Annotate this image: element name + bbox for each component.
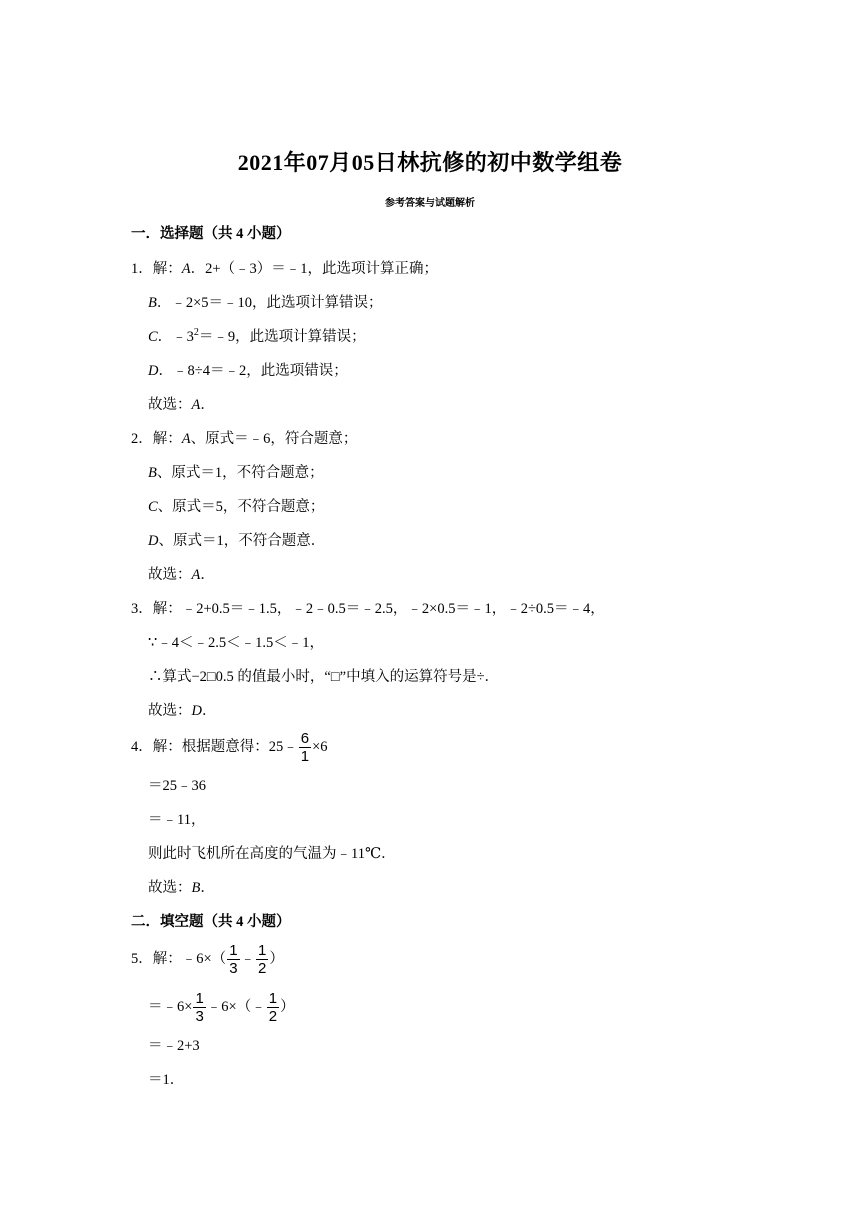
q5-line-2: ＝﹣6× $\frac{1}{3}$ ﹣6×（﹣ $\frac{1}{2}$ ） — [148, 990, 295, 1025]
q4-line-1: 4．解：根据题意得：25﹣ $\frac{6}{1}$ ×6 — [131, 730, 328, 765]
q2-line-b: B、原式＝1，不符合题意； — [148, 465, 324, 481]
q5-line-4: ＝1． — [148, 1072, 185, 1088]
q5-line-1: 5．解：﹣6×（ $\frac{1}{3}$ ﹣ $\frac{1}{2}$ ） — [131, 942, 284, 977]
q4-line-2: ＝25﹣36 — [148, 778, 206, 794]
q4-line-4: 则此时飞机所在高度的气温为﹣11℃． — [148, 846, 396, 862]
fraction: $\frac{1}{2}$ — [268, 990, 278, 1025]
document-title: 2021年07月05日林抗修的初中数学组卷 — [237, 150, 623, 175]
fraction: $\frac{1}{3}$ — [195, 990, 204, 1025]
q1-line-b: B．﹣2×5＝﹣10，此选项计算错误； — [148, 295, 383, 311]
document-subtitle: 参考答案与试题解析 — [385, 198, 475, 209]
q3-line-1: 3．解：﹣2+0.5＝﹣1.5，﹣2﹣0.5＝﹣2.5，﹣2×0.5＝﹣1，﹣2÷0.5＝﹣4， — [131, 601, 605, 617]
q3-line-3: ∴算式−2□0.5 的值最小时，“□”中填入的运算符号是÷． — [148, 669, 500, 685]
q2-answer: 故选：A． — [148, 567, 215, 583]
q1-answer: 故选：A． — [148, 397, 215, 413]
q2-line-c: C、原式＝5，不符合题意； — [148, 499, 325, 515]
fraction: $\frac{1}{3}$ — [229, 942, 238, 977]
fraction: $\frac{1}{2}$ — [258, 942, 267, 977]
q2-line-d: D、原式＝1，不符合题意． — [148, 533, 326, 549]
q5-line-3: ＝﹣2+3 — [148, 1038, 200, 1054]
q3-line-2: ∵﹣4＜﹣2.5＜﹣1.5＜﹣1， — [148, 635, 324, 651]
q3-answer: 故选：D． — [148, 703, 217, 719]
q4-line-3: ＝﹣11， — [148, 812, 206, 828]
section-heading-fill-in: 二．填空题（共 4 小题） — [131, 914, 291, 930]
q4-answer: 故选：B． — [148, 880, 215, 896]
fraction: $\frac{6}{1}$ — [300, 730, 310, 765]
q1-line-d: D．﹣8÷4＝﹣2，此选项错误； — [148, 363, 348, 379]
q1-line-c: C．$﹣3^2=﹣9$，此选项计算错误； — [148, 327, 366, 345]
section-heading-multiple-choice: 一．选择题（共 4 小题） — [131, 226, 291, 242]
q2-line-a: 2．解：A、原式＝﹣6，符合题意； — [131, 431, 358, 447]
q1-line-a: 1．解：A．2+（﹣3）＝﹣1，此选项计算正确； — [131, 261, 439, 277]
